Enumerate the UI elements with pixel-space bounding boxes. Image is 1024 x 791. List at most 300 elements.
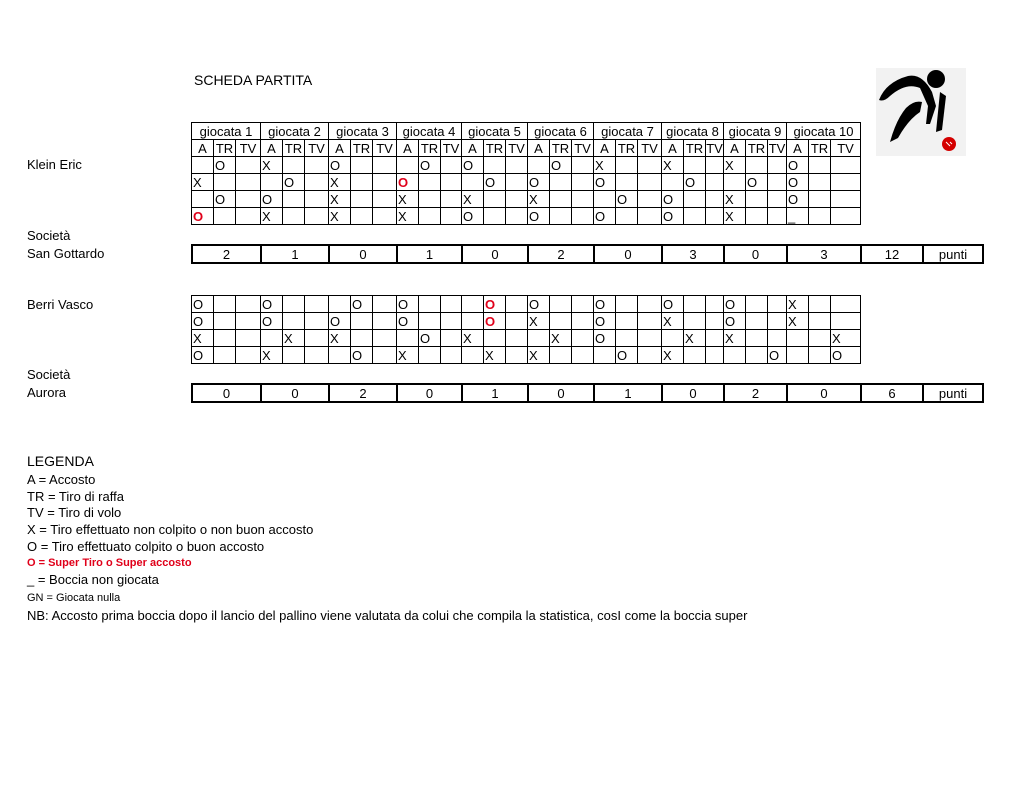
- score-cell: [706, 174, 724, 191]
- score-cell: [351, 174, 373, 191]
- points-row: [191, 383, 984, 403]
- score-cell: [746, 191, 768, 208]
- shot-type-header: A: [594, 140, 616, 157]
- shot-type-header: A: [397, 140, 419, 157]
- score-cell: [283, 208, 305, 225]
- round-header: giocata 2: [261, 123, 329, 140]
- super-shot-mark: O: [485, 313, 496, 329]
- points-cell: punti: [923, 384, 983, 402]
- score-cell: O: [616, 347, 638, 364]
- score-cell: [768, 296, 787, 313]
- score-cell: X: [329, 174, 351, 191]
- score-cell: [419, 191, 441, 208]
- points-cell: 2: [724, 384, 787, 402]
- score-cell: [441, 296, 462, 313]
- score-cell: [550, 296, 572, 313]
- shot-type-header: TR: [746, 140, 768, 157]
- shot-type-header: A: [724, 140, 746, 157]
- points-cell: 0: [787, 384, 861, 402]
- score-cell: [746, 347, 768, 364]
- score-cell: [397, 330, 419, 347]
- player-name: Berri Vasco: [27, 297, 94, 312]
- score-cell: [441, 313, 462, 330]
- points-cell: 12: [861, 245, 923, 263]
- score-cell: X: [662, 157, 684, 174]
- score-cell: O: [419, 157, 441, 174]
- score-cell: [831, 174, 861, 191]
- score-cell: X: [787, 313, 809, 330]
- score-cell: [831, 296, 861, 313]
- score-cell: O: [550, 157, 572, 174]
- score-cell: [373, 313, 397, 330]
- score-cell: [441, 174, 462, 191]
- shot-type-header: A: [261, 140, 283, 157]
- score-cell: [484, 330, 506, 347]
- score-cell: [746, 208, 768, 225]
- points-cell: 1: [397, 245, 462, 263]
- score-cell: X: [192, 330, 214, 347]
- score-cell: [506, 174, 528, 191]
- score-cell: X: [283, 330, 305, 347]
- legend-item: TR = Tiro di raffa: [27, 489, 124, 504]
- score-cell: O: [616, 191, 638, 208]
- score-cell: [684, 296, 706, 313]
- score-cell: [484, 191, 506, 208]
- score-cell: [192, 191, 214, 208]
- score-cell: [684, 157, 706, 174]
- score-cell: [594, 191, 616, 208]
- score-cell: X: [550, 330, 572, 347]
- score-cell: [283, 347, 305, 364]
- score-cell: [768, 174, 787, 191]
- score-cell: O: [484, 174, 506, 191]
- score-cell: [638, 157, 662, 174]
- score-cell: O: [724, 296, 746, 313]
- score-cell: [572, 347, 594, 364]
- score-cell: [706, 313, 724, 330]
- score-cell: X: [528, 191, 550, 208]
- points-cell: 1: [594, 384, 662, 402]
- score-cell: [706, 296, 724, 313]
- score-cell: [441, 157, 462, 174]
- score-cell: [506, 330, 528, 347]
- points-cell: 1: [462, 384, 528, 402]
- score-cell: [305, 296, 329, 313]
- score-cell: [236, 157, 261, 174]
- score-cell: [305, 191, 329, 208]
- score-cell: [572, 313, 594, 330]
- shot-type-header: TR: [283, 140, 305, 157]
- score-cell: O: [831, 347, 861, 364]
- score-cell: [831, 313, 861, 330]
- society-label: Società: [27, 367, 71, 382]
- score-cell: O: [329, 157, 351, 174]
- score-cell: [305, 174, 329, 191]
- score-cell: O: [746, 174, 768, 191]
- score-cell: X: [462, 330, 484, 347]
- points-cell: 2: [192, 245, 261, 263]
- round-header: giocata 4: [397, 123, 462, 140]
- legend-note: NB: Accosto prima boccia dopo il lancio del pallino viene valutata da colui che compila la statistica, cosI come la boccia super: [27, 608, 748, 623]
- points-cell: punti: [923, 245, 983, 263]
- score-cell: [746, 157, 768, 174]
- score-cell: [373, 330, 397, 347]
- score-cell: [638, 296, 662, 313]
- score-cell: O: [594, 313, 616, 330]
- round-header: giocata 6: [528, 123, 594, 140]
- score-cell: [305, 208, 329, 225]
- score-cell: [831, 191, 861, 208]
- score-cell: O: [662, 296, 684, 313]
- score-cell: [441, 208, 462, 225]
- score-cell: O: [724, 313, 746, 330]
- player-name: Klein Eric: [27, 157, 82, 172]
- score-cell: [214, 208, 236, 225]
- score-cell: [809, 347, 831, 364]
- score-cell: [462, 174, 484, 191]
- legend-item: O = Tiro effettuato colpito o buon accosto: [27, 539, 265, 554]
- points-cell: 0: [397, 384, 462, 402]
- score-cell: [373, 347, 397, 364]
- points-row: [191, 244, 984, 264]
- score-cell: [768, 191, 787, 208]
- score-cell: [305, 157, 329, 174]
- score-cell: X: [329, 330, 351, 347]
- score-cell: [236, 347, 261, 364]
- score-cell: [528, 330, 550, 347]
- score-cell: _: [787, 208, 809, 225]
- score-cell: [419, 313, 441, 330]
- points-cell: 0: [662, 384, 724, 402]
- shot-type-header: A: [462, 140, 484, 157]
- score-cell: [484, 313, 506, 330]
- score-cell: [550, 174, 572, 191]
- score-cell: [351, 191, 373, 208]
- score-cell: [397, 174, 419, 191]
- points-cell: 6: [861, 384, 923, 402]
- score-cell: [214, 174, 236, 191]
- score-cell: [684, 313, 706, 330]
- score-cell: [572, 174, 594, 191]
- points-cell: 0: [724, 245, 787, 263]
- score-cell: [638, 313, 662, 330]
- score-cell: [506, 347, 528, 364]
- score-cell: [484, 296, 506, 313]
- score-cell: O: [594, 296, 616, 313]
- score-cell: [373, 174, 397, 191]
- score-cell: [462, 347, 484, 364]
- score-cell: [214, 296, 236, 313]
- super-shot-mark: O: [193, 208, 204, 224]
- score-cell: [616, 208, 638, 225]
- score-cell: [351, 208, 373, 225]
- score-cell: [787, 330, 809, 347]
- score-cell: O: [462, 157, 484, 174]
- score-cell: X: [261, 347, 283, 364]
- points-cell: 0: [261, 384, 329, 402]
- score-cell: [706, 191, 724, 208]
- score-cell: [506, 313, 528, 330]
- score-cell: [419, 208, 441, 225]
- super-shot-mark: O: [485, 296, 496, 312]
- society-label: Società: [27, 228, 71, 243]
- score-cell: O: [594, 208, 616, 225]
- score-cell: [616, 313, 638, 330]
- score-cell: [305, 347, 329, 364]
- score-cell: X: [724, 191, 746, 208]
- score-cell: X: [261, 157, 283, 174]
- score-cell: [397, 157, 419, 174]
- score-cell: X: [484, 347, 506, 364]
- score-cell: [706, 157, 724, 174]
- score-cell: [638, 191, 662, 208]
- score-cell: [373, 208, 397, 225]
- score-cell: [746, 296, 768, 313]
- score-cell: [283, 313, 305, 330]
- score-cell: [809, 296, 831, 313]
- legend-item: GN = Giocata nulla: [27, 592, 121, 604]
- score-cell: X: [528, 313, 550, 330]
- score-cell: [283, 191, 305, 208]
- score-cell: X: [724, 330, 746, 347]
- score-cell: [616, 330, 638, 347]
- score-cell: [214, 330, 236, 347]
- shot-type-header: TV: [441, 140, 462, 157]
- score-cell: [351, 313, 373, 330]
- super-shot-mark: O: [398, 174, 409, 190]
- score-cell: [236, 296, 261, 313]
- score-cell: [351, 330, 373, 347]
- shot-type-header: A: [192, 140, 214, 157]
- score-cell: [809, 330, 831, 347]
- score-cell: [528, 157, 550, 174]
- score-cell: [768, 330, 787, 347]
- score-cell: O: [214, 191, 236, 208]
- score-cell: [768, 313, 787, 330]
- round-header: giocata 10: [787, 123, 861, 140]
- score-cell: O: [329, 313, 351, 330]
- shot-type-header: TR: [351, 140, 373, 157]
- score-cell: [706, 208, 724, 225]
- points-cell: 0: [528, 384, 594, 402]
- bocce-player-logo-icon: [876, 68, 966, 156]
- score-cell: [261, 174, 283, 191]
- legend-item: X = Tiro effettuato non colpito o non buon accosto: [27, 522, 314, 537]
- score-cell: O: [528, 296, 550, 313]
- score-cell: X: [787, 296, 809, 313]
- score-cell: [638, 208, 662, 225]
- score-cell: [351, 157, 373, 174]
- shot-type-header: A: [787, 140, 809, 157]
- score-cell: [572, 330, 594, 347]
- points-cell: 0: [462, 245, 528, 263]
- score-cell: O: [261, 313, 283, 330]
- score-cell: O: [768, 347, 787, 364]
- points-cell: 0: [594, 245, 662, 263]
- score-cell: [462, 296, 484, 313]
- score-cell: [484, 157, 506, 174]
- score-cell: [572, 191, 594, 208]
- score-cell: X: [329, 208, 351, 225]
- score-cell: [506, 296, 528, 313]
- score-cell: [419, 347, 441, 364]
- score-cell: [831, 157, 861, 174]
- score-cell: O: [662, 208, 684, 225]
- score-cell: [638, 174, 662, 191]
- points-cell: 0: [192, 384, 261, 402]
- score-cell: O: [419, 330, 441, 347]
- score-cell: O: [192, 313, 214, 330]
- points-cell: 1: [261, 245, 329, 263]
- score-cell: [638, 347, 662, 364]
- shot-type-header: TV: [831, 140, 861, 157]
- points-cell: 3: [662, 245, 724, 263]
- score-cell: O: [192, 347, 214, 364]
- score-cell: [236, 208, 261, 225]
- score-cell: [236, 330, 261, 347]
- score-cell: [550, 347, 572, 364]
- score-cell: O: [787, 191, 809, 208]
- legend-item: A = Accosto: [27, 472, 96, 487]
- score-cell: [809, 313, 831, 330]
- points-cell: 2: [528, 245, 594, 263]
- shot-type-header: TR: [616, 140, 638, 157]
- score-cell: X: [724, 157, 746, 174]
- round-header: giocata 8: [662, 123, 724, 140]
- score-cell: [305, 330, 329, 347]
- score-cell: [419, 174, 441, 191]
- score-cell: [305, 313, 329, 330]
- shot-type-header: TV: [638, 140, 662, 157]
- score-cell: O: [787, 174, 809, 191]
- legend-title: LEGENDA: [27, 453, 94, 469]
- round-header: giocata 9: [724, 123, 787, 140]
- score-cell: [441, 191, 462, 208]
- score-cell: X: [662, 347, 684, 364]
- score-cell: [419, 296, 441, 313]
- score-cell: O: [397, 313, 419, 330]
- shot-type-header: TR: [550, 140, 572, 157]
- shot-type-header: TV: [572, 140, 594, 157]
- shot-type-header: TV: [506, 140, 528, 157]
- shot-type-header: A: [528, 140, 550, 157]
- points-cell: 3: [787, 245, 861, 263]
- score-grid: [191, 295, 861, 364]
- score-cell: [236, 191, 261, 208]
- score-cell: [768, 157, 787, 174]
- score-cell: [192, 157, 214, 174]
- points-cell: 2: [329, 384, 397, 402]
- score-cell: O: [397, 296, 419, 313]
- score-cell: [441, 330, 462, 347]
- score-cell: [462, 313, 484, 330]
- score-cell: O: [351, 296, 373, 313]
- score-cell: [662, 330, 684, 347]
- score-cell: X: [192, 174, 214, 191]
- score-cell: [638, 330, 662, 347]
- legend-item: TV = Tiro di volo: [27, 505, 122, 520]
- score-cell: [572, 157, 594, 174]
- score-cell: X: [397, 191, 419, 208]
- score-cell: [550, 208, 572, 225]
- score-cell: [684, 208, 706, 225]
- score-cell: X: [528, 347, 550, 364]
- score-cell: [373, 296, 397, 313]
- score-cell: O: [662, 191, 684, 208]
- score-cell: [236, 313, 261, 330]
- legend-item: _ = Boccia non giocata: [27, 572, 159, 587]
- score-cell: [809, 191, 831, 208]
- shot-type-header: TV: [373, 140, 397, 157]
- score-cell: [684, 191, 706, 208]
- score-cell: [746, 330, 768, 347]
- score-cell: O: [261, 296, 283, 313]
- score-cell: X: [684, 330, 706, 347]
- score-cell: O: [462, 208, 484, 225]
- score-cell: [616, 157, 638, 174]
- round-header: giocata 1: [192, 123, 261, 140]
- score-cell: [283, 296, 305, 313]
- score-cell: [550, 313, 572, 330]
- round-header: giocata 3: [329, 123, 397, 140]
- score-cell: [236, 174, 261, 191]
- score-cell: [214, 313, 236, 330]
- score-cell: [506, 208, 528, 225]
- score-cell: X: [397, 208, 419, 225]
- shot-type-header: TV: [305, 140, 329, 157]
- score-cell: [373, 157, 397, 174]
- shot-type-header: A: [329, 140, 351, 157]
- score-cell: [662, 174, 684, 191]
- score-cell: X: [662, 313, 684, 330]
- score-cell: [572, 208, 594, 225]
- score-cell: [373, 191, 397, 208]
- shot-type-header: TR: [809, 140, 831, 157]
- score-cell: X: [831, 330, 861, 347]
- score-cell: [261, 330, 283, 347]
- society-name: San Gottardo: [27, 246, 105, 261]
- score-cell: O: [351, 347, 373, 364]
- legend-super: O = Super Tiro o Super accosto: [27, 557, 192, 569]
- score-cell: [809, 208, 831, 225]
- score-cell: X: [594, 157, 616, 174]
- score-cell: [787, 347, 809, 364]
- shot-type-header: TV: [706, 140, 723, 156]
- score-cell: [746, 313, 768, 330]
- shot-type-header: TR: [684, 140, 706, 157]
- score-cell: [616, 296, 638, 313]
- page-title: SCHEDA PARTITA: [194, 72, 313, 88]
- score-cell: X: [724, 208, 746, 225]
- shot-type-header: TR: [214, 140, 236, 157]
- score-grid: [191, 122, 861, 225]
- score-cell: O: [594, 330, 616, 347]
- score-cell: [706, 347, 724, 364]
- score-cell: O: [283, 174, 305, 191]
- score-cell: [572, 296, 594, 313]
- score-cell: [192, 208, 214, 225]
- points-cell: 0: [329, 245, 397, 263]
- score-cell: [506, 191, 528, 208]
- score-cell: [809, 157, 831, 174]
- score-cell: [214, 347, 236, 364]
- score-cell: O: [594, 174, 616, 191]
- score-cell: [768, 208, 787, 225]
- score-cell: O: [528, 174, 550, 191]
- score-cell: [594, 347, 616, 364]
- score-cell: O: [787, 157, 809, 174]
- score-cell: [706, 330, 724, 347]
